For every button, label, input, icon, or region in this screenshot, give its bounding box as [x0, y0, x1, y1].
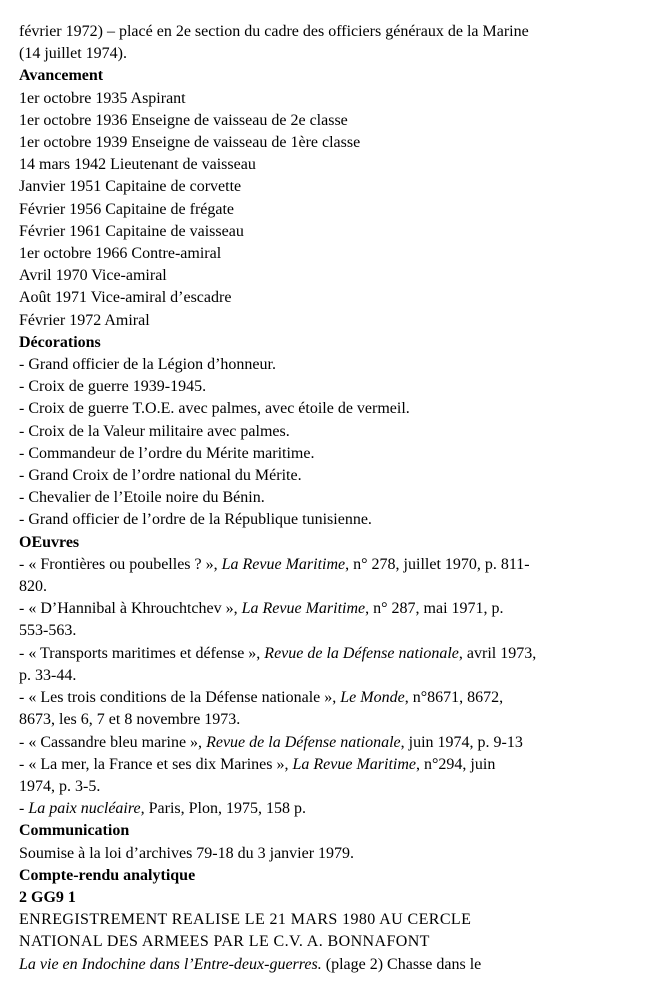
- bibliography-entry-cont: 820.: [19, 578, 47, 596]
- list-item: Février 1956 Capitaine de frégate: [19, 200, 235, 218]
- bibliography-entry-cont: 8673, les 6, 7 et 8 novembre 1973.: [19, 711, 241, 729]
- archive-code: 2 GG9 1: [19, 888, 76, 906]
- list-item: 1er octobre 1935 Aspirant: [19, 89, 186, 107]
- bibliography-entry-cont: 553-563.: [19, 622, 77, 640]
- bibliography-entry: - « D’Hannibal à Khrouchtchev », La Revue Maritime, n° 287, mai 1971, p.: [19, 600, 504, 618]
- list-item: - Croix de la Valeur militaire avec palmes.: [19, 422, 290, 440]
- document-page: [19, 21, 649, 976]
- list-item: 1er octobre 1939 Enseigne de vaisseau de 1ère classe: [19, 134, 361, 152]
- section-heading-decorations: Décorations: [19, 333, 101, 351]
- list-item: - Croix de guerre T.O.E. avec palmes, avec étoile de vermeil.: [19, 400, 410, 418]
- list-item: - Grand Croix de l’ordre national du Mérite.: [19, 467, 302, 485]
- list-item: Février 1972 Amiral: [19, 311, 150, 329]
- bibliography-entry: - « Cassandre bleu marine », Revue de la Défense nationale, juin 1974, p. 9-13: [19, 733, 523, 751]
- recording-line-2: NATIONAL DES ARMEES PAR LE C.V. A. BONNAFONT: [19, 933, 430, 951]
- list-item: - Grand officier de l’ordre de la République tunisienne.: [19, 511, 372, 529]
- bibliography-entry: - « Les trois conditions de la Défense nationale », Le Monde, n°8671, 8672,: [19, 689, 504, 707]
- list-item: 1er octobre 1966 Contre-amiral: [19, 245, 222, 263]
- recording-line-1: ENREGISTREMENT REALISE LE 21 MARS 1980 AU CERCLE: [19, 911, 472, 929]
- list-item: 1er octobre 1936 Enseigne de vaisseau de 2e classe: [19, 111, 348, 129]
- intro-line-1: février 1972) – placé en 2e section du cadre des officiers généraux de la Marine: [19, 23, 529, 40]
- bibliography-entry: - La paix nucléaire, Paris, Plon, 1975, 158 p.: [19, 800, 306, 818]
- list-item: - Chevalier de l’Etoile noire du Bénin.: [19, 489, 265, 507]
- section-heading-oeuvres: OEuvres: [19, 533, 80, 551]
- oeuvres-list: [19, 554, 649, 820]
- section-heading-compte-rendu: Compte-rendu analytique: [19, 866, 196, 884]
- list-item: Avril 1970 Vice-amiral: [19, 267, 167, 285]
- section-heading-avancement: Avancement: [19, 67, 104, 85]
- list-item: Août 1971 Vice-amiral d’escadre: [19, 289, 232, 307]
- list-item: - Commandeur de l’ordre du Mérite maritime.: [19, 444, 315, 462]
- intro-line-2: (14 juillet 1974).: [19, 45, 127, 63]
- summary-line: La vie en Indochine dans l’Entre-deux-guerres. (plage 2) Chasse dans le: [19, 955, 482, 973]
- section-heading-communication: Communication: [19, 822, 130, 840]
- decorations-list: [19, 354, 649, 532]
- bibliography-entry-cont: p. 33-44.: [19, 666, 77, 684]
- list-item: Février 1961 Capitaine de vaisseau: [19, 222, 244, 240]
- bibliography-entry: - « Frontières ou poubelles ? », La Revue Maritime, n° 278, juillet 1970, p. 811-: [19, 555, 530, 573]
- list-item: - Croix de guerre 1939-1945.: [19, 378, 207, 396]
- list-item: 14 mars 1942 Lieutenant de vaisseau: [19, 156, 256, 174]
- bibliography-entry-cont: 1974, p. 3-5.: [19, 777, 101, 795]
- list-item: - Grand officier de la Légion d’honneur.: [19, 356, 276, 374]
- bibliography-entry: - « Transports maritimes et défense », Revue de la Défense nationale, avril 1973,: [19, 644, 537, 662]
- communication-text: Soumise à la loi d’archives 79-18 du 3 janvier 1979.: [19, 844, 355, 862]
- bibliography-entry: - « La mer, la France et ses dix Marines », La Revue Maritime, n°294, juin: [19, 755, 496, 773]
- avancement-list: [19, 88, 649, 332]
- list-item: Janvier 1951 Capitaine de corvette: [19, 178, 242, 196]
